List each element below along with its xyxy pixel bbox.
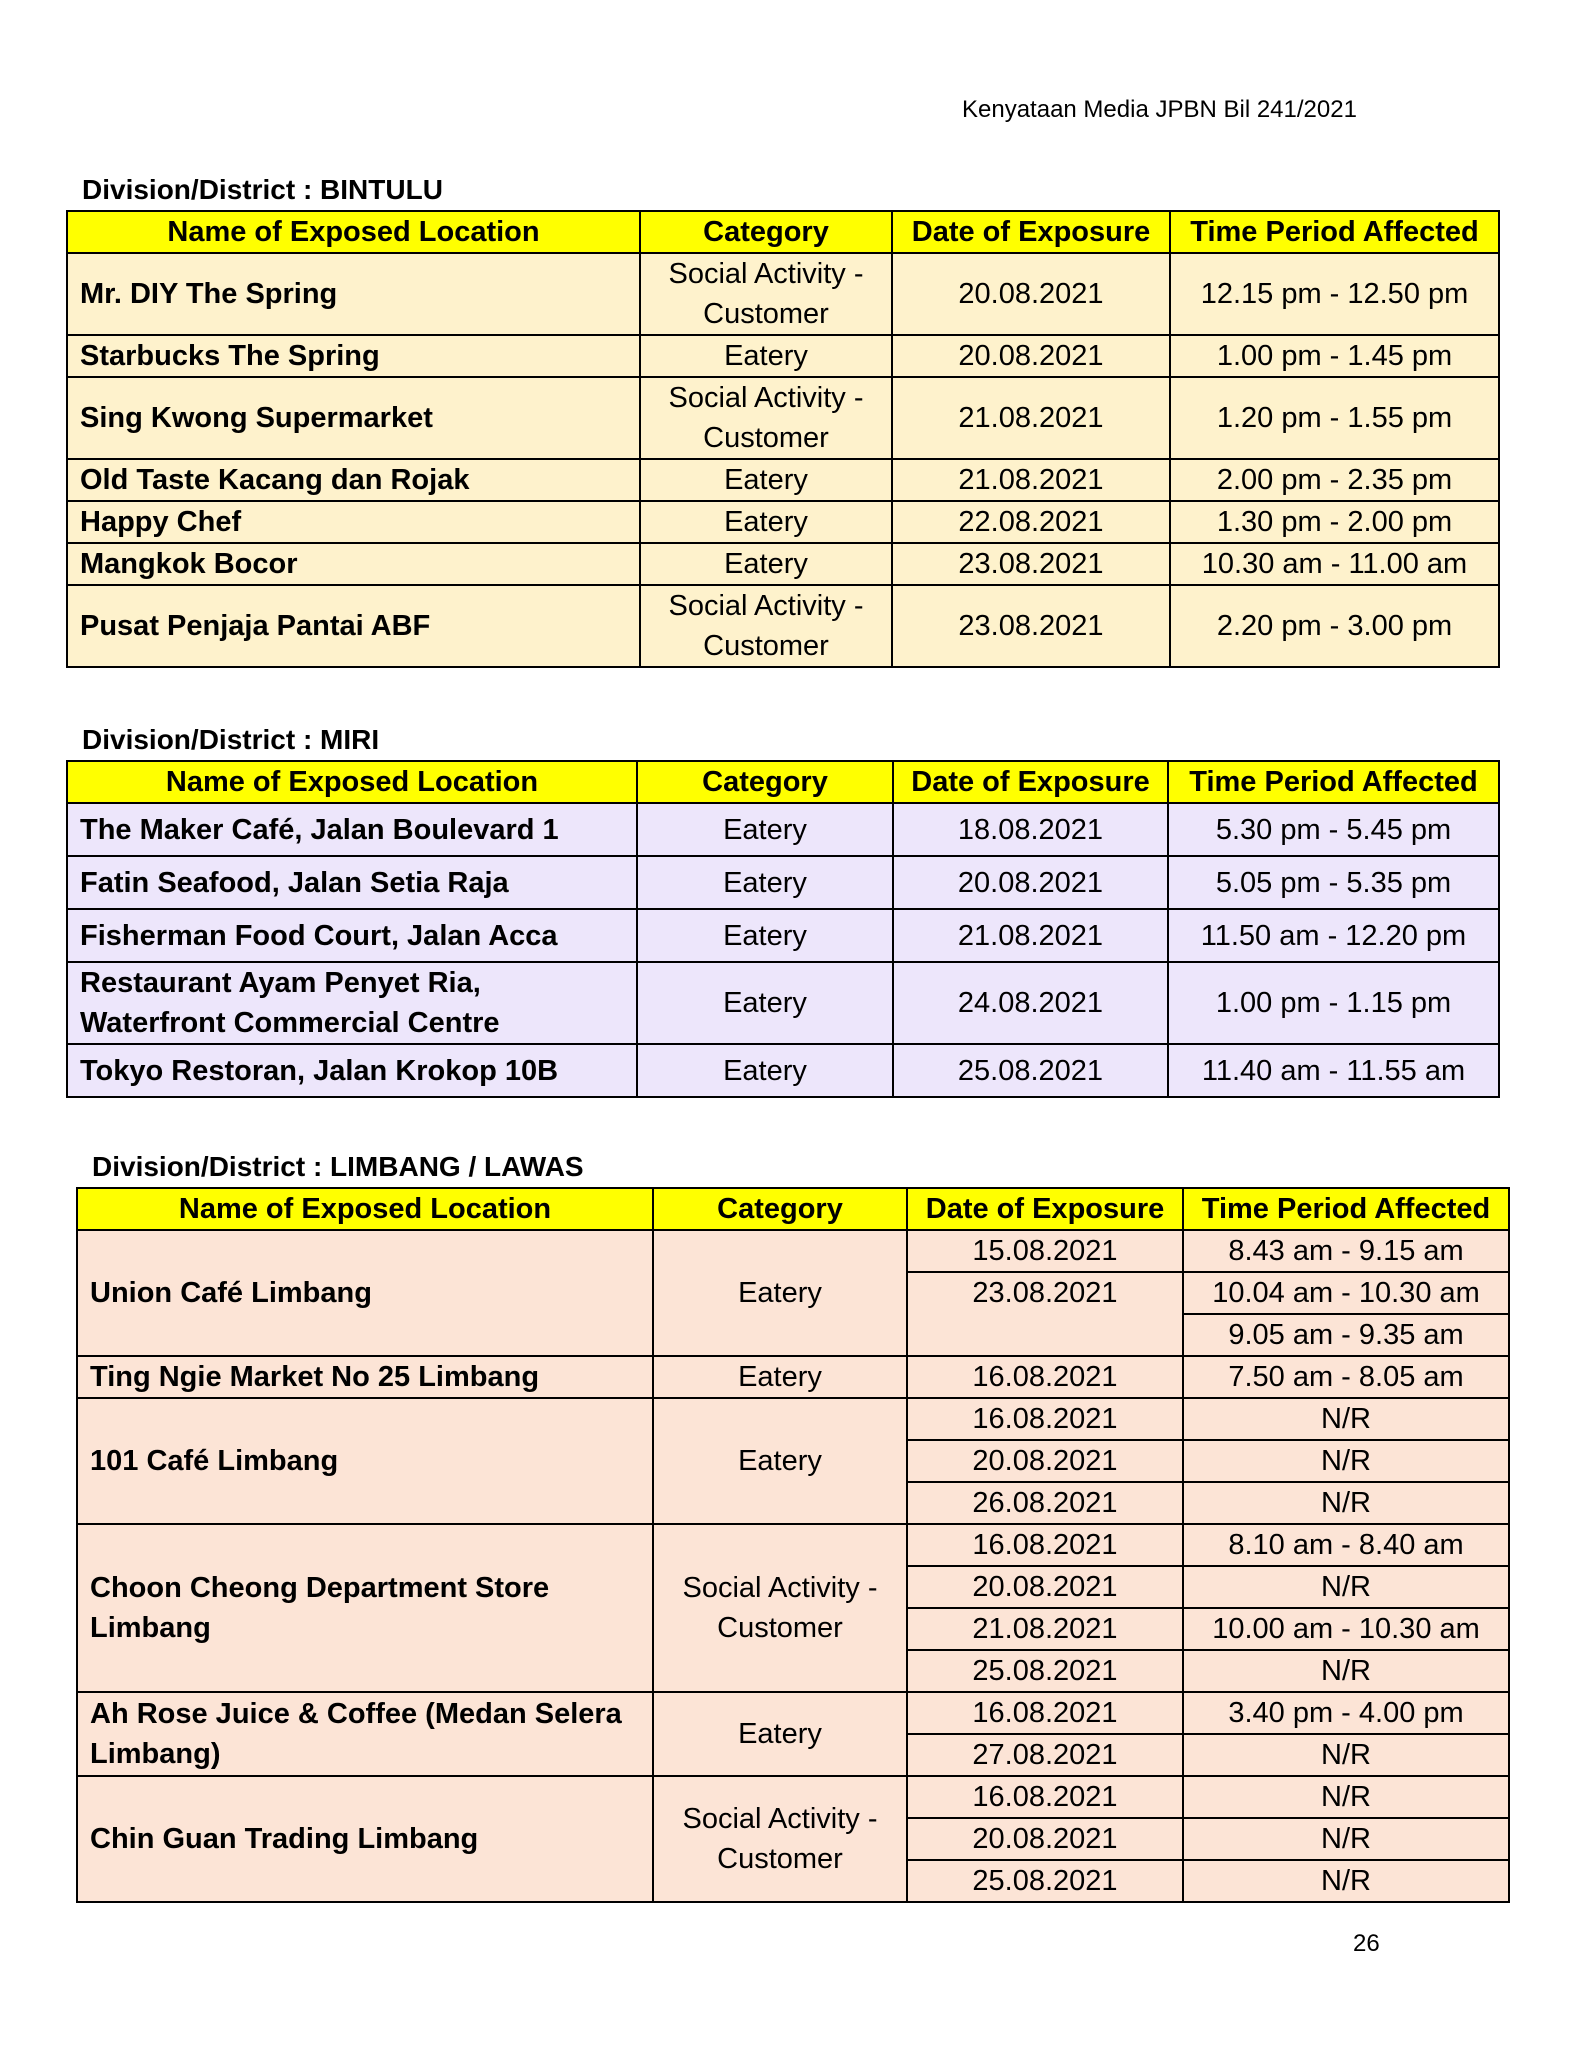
time-cell: 5.30 pm - 5.45 pm (1168, 803, 1499, 856)
category-cell: Eatery (637, 909, 893, 962)
time-cell: 10.30 am - 11.00 am (1170, 543, 1499, 585)
time-cell: 5.05 pm - 5.35 pm (1168, 856, 1499, 909)
category-cell: Social Activity - Customer (640, 377, 892, 459)
location-name: Fisherman Food Court, Jalan Acca (67, 909, 637, 962)
column-header-time: Time Period Affected (1170, 211, 1499, 253)
date-cell: 16.08.2021 (907, 1692, 1183, 1734)
time-cell: 1.00 pm - 1.45 pm (1170, 335, 1499, 377)
table-row (67, 377, 1499, 459)
table-header-row (77, 1188, 1509, 1230)
column-header-date: Date of Exposure (893, 761, 1168, 803)
date-cell: 23.08.2021 (892, 543, 1170, 585)
table-row (67, 803, 1499, 856)
time-cell: N/R (1183, 1440, 1509, 1482)
section-bintulu (66, 170, 1500, 668)
category-cell: Eatery (653, 1356, 907, 1398)
date-cell: 20.08.2021 (892, 335, 1170, 377)
column-header-name: Name of Exposed Location (77, 1188, 653, 1230)
column-header-name: Name of Exposed Location (67, 211, 640, 253)
column-header-category: Category (653, 1188, 907, 1230)
location-name: Old Taste Kacang dan Rojak (67, 459, 640, 501)
column-header-name: Name of Exposed Location (67, 761, 637, 803)
category-cell: Social Activity - Customer (653, 1776, 907, 1902)
date-cell: 21.08.2021 (892, 459, 1170, 501)
category-cell: Eatery (637, 856, 893, 909)
column-header-category: Category (640, 211, 892, 253)
column-header-date: Date of Exposure (892, 211, 1170, 253)
date-cell: 20.08.2021 (892, 253, 1170, 335)
location-name: 101 Café Limbang (77, 1398, 653, 1524)
section-limbang-lawas (76, 1147, 1510, 1903)
time-cell: 7.50 am - 8.05 am (1183, 1356, 1509, 1398)
date-cell: 20.08.2021 (907, 1818, 1183, 1860)
table-row (67, 1044, 1499, 1097)
date-cell: 23.08.2021 (907, 1272, 1183, 1356)
category-cell: Eatery (640, 335, 892, 377)
location-name: Fatin Seafood, Jalan Setia Raja (67, 856, 637, 909)
category-cell: Social Activity - Customer (640, 585, 892, 667)
date-cell: 23.08.2021 (892, 585, 1170, 667)
time-cell: 12.15 pm - 12.50 pm (1170, 253, 1499, 335)
table-header-row (67, 761, 1499, 803)
location-name: Chin Guan Trading Limbang (77, 1776, 653, 1902)
table-row (77, 1776, 1509, 1818)
location-name: Starbucks The Spring (67, 335, 640, 377)
section-title: Division/District : BINTULU (82, 174, 443, 205)
table-row (67, 253, 1499, 335)
exposure-table (66, 210, 1500, 668)
table-row (67, 459, 1499, 501)
date-cell: 22.08.2021 (892, 501, 1170, 543)
time-cell: N/R (1183, 1818, 1509, 1860)
table-row (77, 1230, 1509, 1272)
date-cell: 18.08.2021 (893, 803, 1168, 856)
category-cell: Eatery (640, 543, 892, 585)
category-cell: Eatery (640, 459, 892, 501)
date-cell: 21.08.2021 (892, 377, 1170, 459)
page-header: Kenyataan Media JPBN Bil 241/2021 (962, 96, 1357, 123)
table-row (77, 1398, 1509, 1440)
section-title: Division/District : MIRI (82, 724, 380, 755)
time-cell: 1.00 pm - 1.15 pm (1168, 962, 1499, 1044)
location-name: The Maker Café, Jalan Boulevard 1 (67, 803, 637, 856)
category-cell: Eatery (640, 501, 892, 543)
category-cell: Eatery (637, 962, 893, 1044)
time-cell: 1.30 pm - 2.00 pm (1170, 501, 1499, 543)
date-cell: 24.08.2021 (893, 962, 1168, 1044)
table-row (67, 909, 1499, 962)
date-cell: 16.08.2021 (907, 1398, 1183, 1440)
date-cell: 27.08.2021 (907, 1734, 1183, 1776)
section-title: Division/District : LIMBANG / LAWAS (92, 1151, 584, 1182)
date-cell: 16.08.2021 (907, 1524, 1183, 1566)
time-cell: N/R (1183, 1398, 1509, 1440)
column-header-date: Date of Exposure (907, 1188, 1183, 1230)
time-cell: N/R (1183, 1482, 1509, 1524)
date-cell: 20.08.2021 (907, 1566, 1183, 1608)
location-name: Choon Cheong Department Store Limbang (77, 1524, 653, 1692)
location-name: Tokyo Restoran, Jalan Krokop 10B (67, 1044, 637, 1097)
column-header-time: Time Period Affected (1168, 761, 1499, 803)
location-name: Sing Kwong Supermarket (67, 377, 640, 459)
category-cell: Social Activity - Customer (640, 253, 892, 335)
date-cell: 25.08.2021 (893, 1044, 1168, 1097)
location-name: Pusat Penjaja Pantai ABF (67, 585, 640, 667)
date-cell: 16.08.2021 (907, 1776, 1183, 1818)
table-row (77, 1356, 1509, 1398)
table-row (67, 335, 1499, 377)
category-cell: Eatery (653, 1398, 907, 1524)
category-cell: Social Activity - Customer (653, 1524, 907, 1692)
location-name: Union Café Limbang (77, 1230, 653, 1356)
date-cell: 26.08.2021 (907, 1482, 1183, 1524)
category-cell: Eatery (653, 1230, 907, 1356)
exposure-table (66, 760, 1500, 1098)
date-cell: 25.08.2021 (907, 1650, 1183, 1692)
category-cell: Eatery (637, 803, 893, 856)
section-miri (66, 720, 1500, 1098)
category-cell: Eatery (637, 1044, 893, 1097)
time-cell: 3.40 pm - 4.00 pm (1183, 1692, 1509, 1734)
time-cell: 10.04 am - 10.30 am (1183, 1272, 1509, 1314)
time-cell: 2.00 pm - 2.35 pm (1170, 459, 1499, 501)
date-cell: 21.08.2021 (907, 1608, 1183, 1650)
location-name: Ting Ngie Market No 25 Limbang (77, 1356, 653, 1398)
location-name: Happy Chef (67, 501, 640, 543)
time-cell: 8.10 am - 8.40 am (1183, 1524, 1509, 1566)
time-cell: 9.05 am - 9.35 am (1183, 1314, 1509, 1356)
exposure-table (76, 1187, 1510, 1903)
time-cell: 2.20 pm - 3.00 pm (1170, 585, 1499, 667)
time-cell: N/R (1183, 1776, 1509, 1818)
time-cell: 11.40 am - 11.55 am (1168, 1044, 1499, 1097)
date-cell: 16.08.2021 (907, 1356, 1183, 1398)
table-row (67, 501, 1499, 543)
table-row (67, 856, 1499, 909)
time-cell: N/R (1183, 1860, 1509, 1902)
table-row (77, 1524, 1509, 1566)
table-row (67, 585, 1499, 667)
time-cell: N/R (1183, 1566, 1509, 1608)
category-cell: Eatery (653, 1692, 907, 1776)
date-cell: 21.08.2021 (893, 909, 1168, 962)
time-cell: 10.00 am - 10.30 am (1183, 1608, 1509, 1650)
time-cell: 1.20 pm - 1.55 pm (1170, 377, 1499, 459)
table-header-row (67, 211, 1499, 253)
table-row (67, 962, 1499, 1044)
page-number: 26 (1353, 1930, 1380, 1957)
time-cell: 8.43 am - 9.15 am (1183, 1230, 1509, 1272)
time-cell: N/R (1183, 1650, 1509, 1692)
time-cell: N/R (1183, 1734, 1509, 1776)
location-name: Mr. DIY The Spring (67, 253, 640, 335)
date-cell: 20.08.2021 (893, 856, 1168, 909)
column-header-category: Category (637, 761, 893, 803)
location-name: Ah Rose Juice & Coffee (Medan Selera Limbang) (77, 1692, 653, 1776)
table-row (77, 1692, 1509, 1734)
date-cell: 15.08.2021 (907, 1230, 1183, 1272)
table-row (67, 543, 1499, 585)
date-cell: 25.08.2021 (907, 1860, 1183, 1902)
column-header-time: Time Period Affected (1183, 1188, 1509, 1230)
time-cell: 11.50 am - 12.20 pm (1168, 909, 1499, 962)
location-name: Mangkok Bocor (67, 543, 640, 585)
date-cell: 20.08.2021 (907, 1440, 1183, 1482)
location-name: Restaurant Ayam Penyet Ria, Waterfront Commercial Centre (67, 962, 637, 1044)
